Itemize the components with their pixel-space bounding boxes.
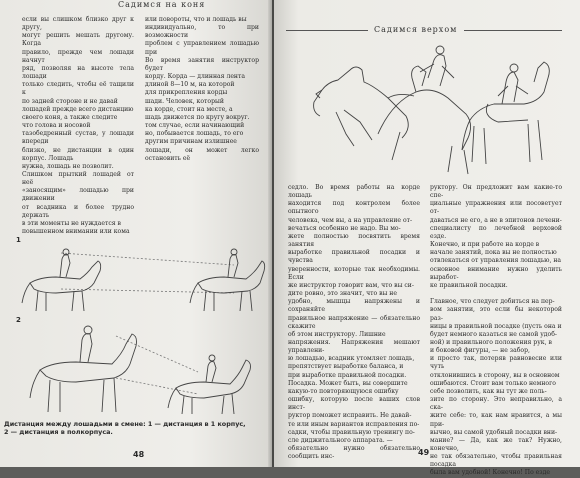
text-line: что голова и носовой (22, 122, 91, 130)
text-line: ошибаются. Стоит вам только немного (430, 379, 556, 387)
text-line: ю лошадью, всадник утомляет лошадь, (288, 355, 415, 363)
text-line: дите ровно, это значит, что вы не (288, 290, 397, 298)
mounting-illustration (302, 42, 552, 182)
text-line: мание? — Да, как же так? Нужно, конечно, (430, 436, 562, 452)
text-line: напряжения. Напряжения мешают управлени- (288, 338, 420, 355)
text-line: по задней стороне и не давай (22, 97, 118, 105)
text-line: будет немного казаться не самой удоб- (430, 330, 557, 338)
text-line: длиной 8—10 м, на которой (145, 81, 235, 89)
text-line: сле диджитального аппарата. — (288, 436, 393, 444)
text-line: лошади, он может легко остановить её (145, 146, 259, 162)
text-line: жите себе: то, как нам нравится, а мы при- (430, 412, 562, 428)
text-line: отклонившись в сторону, вы в основном (430, 371, 560, 379)
text-line: тазобедренный сустав, у лошади впереди (22, 130, 134, 146)
left-top-column-1 (22, 16, 134, 236)
header-rule-right (464, 30, 562, 31)
text-line: основное внимание нужно уделить выработ- (430, 265, 562, 281)
text-line: Посадка. Может быть, вы совершите (288, 379, 408, 387)
text-line: специалисту по лечебной верховой езде. (430, 224, 562, 240)
left-running-head: Садимся на коня (118, 0, 206, 9)
text-line: вечаться особенно не надо. Вы мо- (288, 224, 401, 232)
text-line: корду. Корда — длинная лента (145, 73, 245, 81)
text-line: не так обязательно, чтобы правильная посадка (430, 453, 562, 469)
text-line: обязательно нужно обязательно сообщить инс- (288, 445, 420, 461)
text-line: индивидуально, то при возможности (145, 24, 259, 40)
text-line: себе позволить, как вы тут же поль- (430, 387, 547, 395)
figure-label-2: 2 (16, 316, 21, 324)
text-line: если вы слишком близко друг к другу, (22, 16, 134, 32)
text-line: от всадника и более трудно держать (22, 203, 134, 219)
left-page-number: 48 (133, 450, 145, 459)
text-line: уверенности, которые так необходимы. Если (288, 265, 420, 281)
text-line: вычно, вы самой удобный посадки вни- (430, 428, 558, 436)
text-line: лошадей прежде всего дистанцию (22, 105, 134, 113)
text-line: шадь движется по кругу вокруг. (145, 113, 250, 121)
text-line: в эти моменты не нуждается в (22, 219, 121, 227)
text-line: ной) и правильного положения рук, в (430, 338, 552, 346)
text-line: препятствует выработке баланса, и (288, 363, 404, 371)
text-line: начале занятий, пока вы не полностью (430, 249, 557, 257)
text-line: шади. Человек, который (145, 97, 224, 105)
text-line: или повороты, что и лошадь вы (145, 16, 247, 23)
text-line: «заносящим» лошадью при движении (22, 187, 134, 203)
text-line: нужна, лошадь не позволит. (22, 162, 114, 170)
left-top-column-2 (145, 16, 259, 163)
right-column-2 (430, 184, 562, 478)
text-line: даваться не его, а не в эпитонов лечени- (430, 216, 562, 224)
text-line: зите по сторону. Это неправильно, а ска- (430, 396, 562, 412)
text-line: вом занятии, это если бы некоторой раз- (430, 306, 562, 322)
text-line: ка корде, стоит на месте, а (145, 105, 233, 113)
text-line: Во время занятия инструктор будет (145, 56, 259, 72)
figure-2-illustration (16, 322, 266, 417)
left-page (0, 0, 272, 467)
text-line: повышенном внимании или кома (22, 228, 130, 236)
text-line: Конечно, и при работе на корде в (430, 241, 540, 249)
text-line: об этом инструктору. Лишние (288, 330, 386, 338)
text-line: близко, не дистанции в один корпус. Лошадь (22, 146, 134, 162)
text-line: том случае, если начинающий (145, 122, 245, 130)
text-line: ошибку, которую после ваших слов инст- (288, 396, 420, 412)
text-line: же инструктор говорит вам, что вы си- (288, 281, 414, 289)
text-line: ницы в правильной посадке (пусть она и (430, 322, 562, 330)
text-line: другим причинам излишнее (145, 138, 237, 146)
text-line: удобно, мышцы напряжены и сохраняйте (288, 298, 420, 314)
text-line: садки, чтобы правильную тренингу по- (288, 428, 415, 436)
text-line: жете полностью посвятить время занятия (288, 232, 420, 249)
right-running-head: Садимся верхом (374, 25, 458, 34)
text-line: и просто так, потеряв равновесие или чуть (430, 355, 562, 371)
figure-label-1: 1 (16, 236, 21, 244)
text-line: при выработке правильной посадки. (288, 371, 407, 379)
right-page-number: 49 (418, 448, 430, 457)
figure-caption: Дистанция между лошадьми в смене: 1 — дистанция в 1 корпус, 2 — дистанция в полкорпуса. (4, 420, 246, 436)
text-line: те или иным вариантов исправления по- (288, 420, 420, 428)
text-line: Слишком прыткий лошадей от неё (22, 170, 134, 187)
text-line: какую-то повторяющуюся ошибку (288, 387, 399, 395)
text-line: но, побывается лошадь, то его (145, 130, 244, 138)
text-line: седло. Во время работы на корде лошадь (288, 184, 420, 200)
text-line: находится под контролем более опытного (288, 200, 420, 216)
text-line: ряд, позволяя на высоте тела лошади (22, 64, 134, 81)
text-line: ке правильной посадки. (430, 281, 508, 289)
text-line: могут решить мешать другому. Когда (22, 32, 134, 48)
text-line: отвлекаться от управления лошадью, на (430, 257, 562, 265)
text-line: и боковой фигуры, — не забор, (430, 347, 530, 355)
text-line: человека, чем вы, а на управление от- (288, 216, 413, 224)
text-line: правило, прежде чем лошади начнут (22, 48, 134, 64)
text-line: для прикрепления корды (145, 89, 228, 97)
figure-1-illustration (16, 243, 266, 318)
text-line: проблем с управлением лошадью при (145, 40, 259, 56)
right-column-1 (288, 184, 420, 461)
text-line: была вам удобной! Конечно! По езде (430, 469, 550, 477)
text-line: циальные упражнения или посоветует от- (430, 200, 562, 216)
header-rule-left (286, 30, 368, 31)
text-line: своего коня, а также следите (22, 113, 118, 121)
right-page (274, 0, 580, 477)
text-line: Главное, что следует добиться на пер- (430, 298, 555, 306)
text-line (430, 290, 562, 298)
text-line: руктор поможет исправить. Не давай- (288, 412, 412, 420)
text-line: правильное напряжение — обязательно скажите (288, 314, 420, 330)
text-line: руктору. Он предложит вам какие-то спе- (430, 184, 562, 200)
text-line: выработке правильной посадки и чувства (288, 249, 420, 265)
text-line: только следить, чтобы её тащили к (22, 81, 134, 97)
